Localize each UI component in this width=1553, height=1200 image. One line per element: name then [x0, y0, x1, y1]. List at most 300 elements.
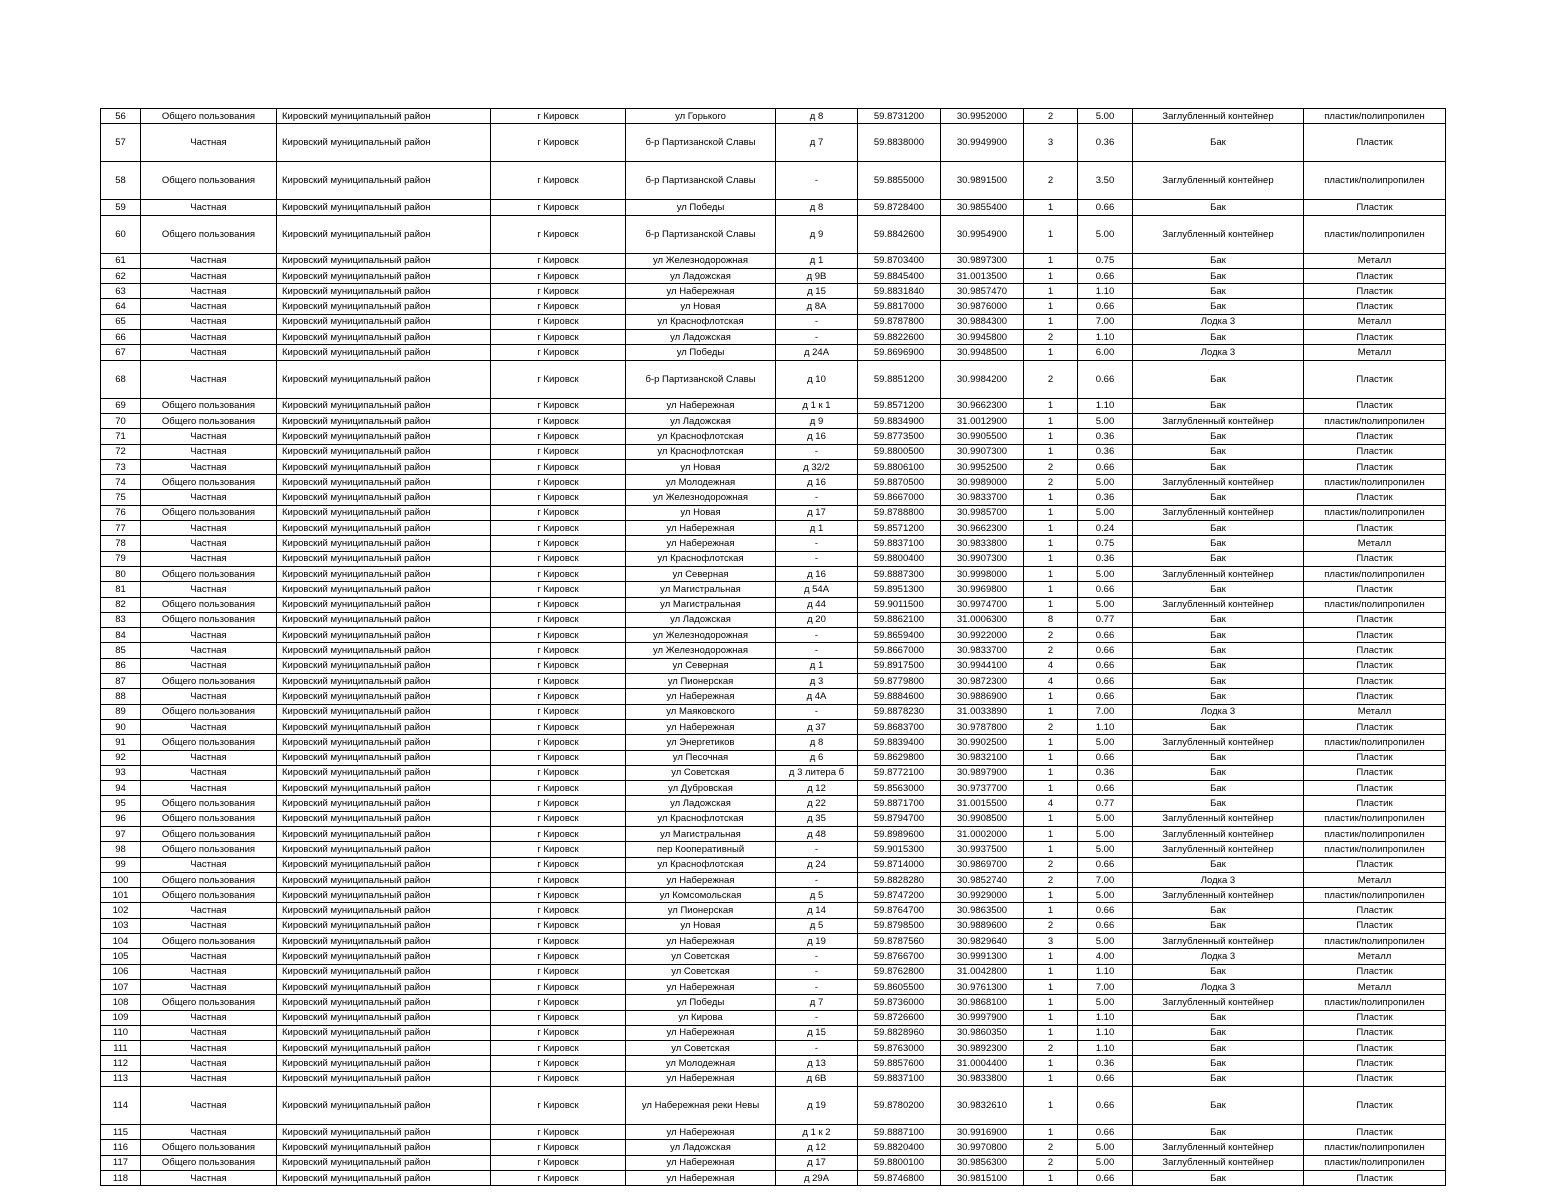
longitude-cell: 30.9860350: [941, 1025, 1024, 1040]
table-row: [101, 1041, 1446, 1056]
longitude-cell: 30.9952000: [941, 109, 1024, 124]
city-cell: г Кировск: [491, 475, 626, 490]
ownership-type-cell: Общего пользования: [141, 505, 277, 520]
city-cell: г Кировск: [491, 398, 626, 413]
district-cell: Кировский муниципальный район: [277, 253, 491, 268]
table-row: [101, 200, 1446, 215]
city-cell: г Кировск: [491, 796, 626, 811]
district-cell: Кировский муниципальный район: [277, 566, 491, 581]
district-cell: Кировский муниципальный район: [277, 1155, 491, 1170]
container-material-cell: Пластик: [1304, 857, 1446, 872]
row-number-cell: 104: [101, 934, 141, 949]
table-row: [101, 109, 1446, 124]
container-material-cell: Металл: [1304, 345, 1446, 360]
longitude-cell: 30.9907300: [941, 551, 1024, 566]
district-cell: Кировский муниципальный район: [277, 200, 491, 215]
latitude-cell: 59.8857600: [858, 1056, 941, 1071]
table-row: [101, 949, 1446, 964]
district-cell: Кировский муниципальный район: [277, 1071, 491, 1086]
container-type-cell: Бак: [1133, 796, 1304, 811]
table-row: [101, 689, 1446, 704]
table-row: [101, 253, 1446, 268]
street-cell: ул Советская: [626, 1041, 776, 1056]
ownership-type-cell: Частная: [141, 949, 277, 964]
table-row: [101, 628, 1446, 643]
ownership-type-cell: Общего пользования: [141, 612, 277, 627]
district-cell: Кировский муниципальный район: [277, 643, 491, 658]
district-cell: Кировский муниципальный район: [277, 765, 491, 780]
longitude-cell: 31.0033890: [941, 704, 1024, 719]
house-number-cell: д 7: [776, 124, 858, 162]
house-number-cell: -: [776, 314, 858, 329]
table-row: [101, 314, 1446, 329]
street-cell: ул Ладожская: [626, 413, 776, 428]
container-type-cell: Бак: [1133, 918, 1304, 933]
table-row: [101, 995, 1446, 1010]
container-type-cell: Заглубленный контейнер: [1133, 1155, 1304, 1170]
container-type-cell: Бак: [1133, 1071, 1304, 1086]
house-number-cell: д 6В: [776, 1071, 858, 1086]
street-cell: ул Энергетиков: [626, 735, 776, 750]
city-cell: г Кировск: [491, 674, 626, 689]
district-cell: Кировский муниципальный район: [277, 796, 491, 811]
district-cell: Кировский муниципальный район: [277, 475, 491, 490]
container-count-cell: 4: [1024, 658, 1078, 673]
district-cell: Кировский муниципальный район: [277, 215, 491, 253]
longitude-cell: 30.9662300: [941, 398, 1024, 413]
ownership-type-cell: Частная: [141, 1071, 277, 1086]
row-number-cell: 105: [101, 949, 141, 964]
latitude-cell: 59.8989600: [858, 826, 941, 841]
ownership-type-cell: Частная: [141, 765, 277, 780]
ownership-type-cell: Частная: [141, 345, 277, 360]
longitude-cell: 30.9897300: [941, 253, 1024, 268]
ownership-type-cell: Частная: [141, 628, 277, 643]
house-number-cell: д 54А: [776, 582, 858, 597]
latitude-cell: 59.8887300: [858, 566, 941, 581]
latitude-cell: 59.8822600: [858, 330, 941, 345]
city-cell: г Кировск: [491, 1087, 626, 1125]
container-volume-cell: 7.00: [1078, 979, 1133, 994]
table-row: [101, 1170, 1446, 1185]
city-cell: г Кировск: [491, 689, 626, 704]
container-material-cell: Пластик: [1304, 490, 1446, 505]
ownership-type-cell: Частная: [141, 459, 277, 474]
longitude-cell: 30.9889600: [941, 918, 1024, 933]
row-number-cell: 60: [101, 215, 141, 253]
container-type-cell: Заглубленный контейнер: [1133, 995, 1304, 1010]
row-number-cell: 100: [101, 872, 141, 887]
container-type-cell: Заглубленный контейнер: [1133, 566, 1304, 581]
container-type-cell: Бак: [1133, 1041, 1304, 1056]
container-material-cell: Металл: [1304, 536, 1446, 551]
street-cell: пер Кооперативный: [626, 842, 776, 857]
city-cell: г Кировск: [491, 735, 626, 750]
table-row: [101, 551, 1446, 566]
ownership-type-cell: Частная: [141, 903, 277, 918]
container-volume-cell: 0.66: [1078, 360, 1133, 398]
house-number-cell: д 8: [776, 109, 858, 124]
city-cell: г Кировск: [491, 888, 626, 903]
container-type-cell: Лодка 3: [1133, 704, 1304, 719]
ownership-type-cell: Частная: [141, 964, 277, 979]
container-material-cell: Пластик: [1304, 796, 1446, 811]
longitude-cell: 30.9886900: [941, 689, 1024, 704]
street-cell: б-р Партизанской Славы: [626, 215, 776, 253]
district-cell: Кировский муниципальный район: [277, 505, 491, 520]
house-number-cell: д 19: [776, 1087, 858, 1125]
longitude-cell: 30.9832100: [941, 750, 1024, 765]
row-number-cell: 107: [101, 979, 141, 994]
container-material-cell: Пластик: [1304, 330, 1446, 345]
container-volume-cell: 0.66: [1078, 750, 1133, 765]
district-cell: Кировский муниципальный район: [277, 109, 491, 124]
street-cell: ул Комсомольская: [626, 888, 776, 903]
street-cell: ул Маяковского: [626, 704, 776, 719]
table-row: [101, 704, 1446, 719]
city-cell: г Кировск: [491, 1025, 626, 1040]
container-sites-table: [100, 108, 1446, 1186]
table-row: [101, 674, 1446, 689]
container-material-cell: Пластик: [1304, 689, 1446, 704]
latitude-cell: 59.8855000: [858, 162, 941, 200]
ownership-type-cell: Частная: [141, 857, 277, 872]
district-cell: Кировский муниципальный район: [277, 612, 491, 627]
latitude-cell: 59.8714000: [858, 857, 941, 872]
container-material-cell: пластик/полипропилен: [1304, 566, 1446, 581]
city-cell: г Кировск: [491, 1056, 626, 1071]
container-volume-cell: 0.66: [1078, 1087, 1133, 1125]
container-material-cell: пластик/полипропилен: [1304, 826, 1446, 841]
street-cell: ул Магистральная: [626, 826, 776, 841]
street-cell: ул Победы: [626, 345, 776, 360]
house-number-cell: д 19: [776, 934, 858, 949]
row-number-cell: 87: [101, 674, 141, 689]
container-count-cell: 1: [1024, 299, 1078, 314]
latitude-cell: 59.8787560: [858, 934, 941, 949]
container-count-cell: 1: [1024, 842, 1078, 857]
latitude-cell: 59.8731200: [858, 109, 941, 124]
container-volume-cell: 1.10: [1078, 1025, 1133, 1040]
container-volume-cell: 5.00: [1078, 413, 1133, 428]
latitude-cell: 59.8870500: [858, 475, 941, 490]
table-row: [101, 964, 1446, 979]
container-volume-cell: 0.36: [1078, 490, 1133, 505]
container-count-cell: 2: [1024, 1140, 1078, 1155]
street-cell: ул Железнодорожная: [626, 643, 776, 658]
container-material-cell: Пластик: [1304, 551, 1446, 566]
city-cell: г Кировск: [491, 1155, 626, 1170]
city-cell: г Кировск: [491, 330, 626, 345]
street-cell: ул Новая: [626, 459, 776, 474]
latitude-cell: 59.8839400: [858, 735, 941, 750]
container-type-cell: Бак: [1133, 781, 1304, 796]
container-volume-cell: 5.00: [1078, 215, 1133, 253]
house-number-cell: д 16: [776, 475, 858, 490]
table-row: [101, 162, 1446, 200]
ownership-type-cell: Общего пользования: [141, 735, 277, 750]
latitude-cell: 59.8629800: [858, 750, 941, 765]
house-number-cell: д 8: [776, 735, 858, 750]
house-number-cell: д 24: [776, 857, 858, 872]
street-cell: ул Железнодорожная: [626, 253, 776, 268]
container-volume-cell: 5.00: [1078, 597, 1133, 612]
latitude-cell: 59.8703400: [858, 253, 941, 268]
container-volume-cell: 0.36: [1078, 444, 1133, 459]
container-volume-cell: 5.00: [1078, 995, 1133, 1010]
latitude-cell: 59.8851200: [858, 360, 941, 398]
container-material-cell: пластик/полипропилен: [1304, 735, 1446, 750]
container-count-cell: 2: [1024, 857, 1078, 872]
container-material-cell: Металл: [1304, 949, 1446, 964]
container-material-cell: Пластик: [1304, 1125, 1446, 1140]
district-cell: Кировский муниципальный район: [277, 284, 491, 299]
longitude-cell: 30.9998000: [941, 566, 1024, 581]
table-row: [101, 284, 1446, 299]
latitude-cell: 59.8878230: [858, 704, 941, 719]
city-cell: г Кировск: [491, 643, 626, 658]
city-cell: г Кировск: [491, 536, 626, 551]
house-number-cell: д 13: [776, 1056, 858, 1071]
latitude-cell: 59.8746800: [858, 1170, 941, 1185]
longitude-cell: 30.9985700: [941, 505, 1024, 520]
house-number-cell: -: [776, 979, 858, 994]
container-type-cell: Бак: [1133, 284, 1304, 299]
district-cell: Кировский муниципальный район: [277, 918, 491, 933]
table-row: [101, 765, 1446, 780]
container-volume-cell: 0.66: [1078, 1125, 1133, 1140]
ownership-type-cell: Частная: [141, 536, 277, 551]
container-volume-cell: 0.36: [1078, 1056, 1133, 1071]
row-number-cell: 78: [101, 536, 141, 551]
container-type-cell: Бак: [1133, 124, 1304, 162]
longitude-cell: 30.9869700: [941, 857, 1024, 872]
container-material-cell: Металл: [1304, 872, 1446, 887]
city-cell: г Кировск: [491, 918, 626, 933]
container-type-cell: Бак: [1133, 429, 1304, 444]
longitude-cell: 30.9916900: [941, 1125, 1024, 1140]
container-type-cell: Бак: [1133, 857, 1304, 872]
latitude-cell: 59.8845400: [858, 268, 941, 283]
container-count-cell: 1: [1024, 200, 1078, 215]
container-material-cell: Пластик: [1304, 1087, 1446, 1125]
longitude-cell: 30.9884300: [941, 314, 1024, 329]
container-material-cell: Металл: [1304, 704, 1446, 719]
row-number-cell: 74: [101, 475, 141, 490]
row-number-cell: 71: [101, 429, 141, 444]
city-cell: г Кировск: [491, 781, 626, 796]
latitude-cell: 59.8837100: [858, 1071, 941, 1086]
container-count-cell: 1: [1024, 979, 1078, 994]
ownership-type-cell: Частная: [141, 314, 277, 329]
table-row: [101, 1125, 1446, 1140]
district-cell: Кировский муниципальный район: [277, 674, 491, 689]
street-cell: ул Северная: [626, 566, 776, 581]
latitude-cell: 59.8772100: [858, 765, 941, 780]
city-cell: г Кировск: [491, 360, 626, 398]
row-number-cell: 59: [101, 200, 141, 215]
longitude-cell: 30.9945800: [941, 330, 1024, 345]
city-cell: г Кировск: [491, 413, 626, 428]
latitude-cell: 59.8605500: [858, 979, 941, 994]
container-material-cell: Пластик: [1304, 429, 1446, 444]
container-type-cell: Заглубленный контейнер: [1133, 842, 1304, 857]
table-row: [101, 429, 1446, 444]
container-count-cell: 1: [1024, 826, 1078, 841]
table-row: [101, 475, 1446, 490]
container-material-cell: пластик/полипропилен: [1304, 109, 1446, 124]
container-type-cell: Бак: [1133, 398, 1304, 413]
row-number-cell: 80: [101, 566, 141, 581]
latitude-cell: 59.8834900: [858, 413, 941, 428]
city-cell: г Кировск: [491, 109, 626, 124]
container-volume-cell: 0.77: [1078, 612, 1133, 627]
table-row: [101, 597, 1446, 612]
city-cell: г Кировск: [491, 345, 626, 360]
container-type-cell: Бак: [1133, 719, 1304, 734]
city-cell: г Кировск: [491, 162, 626, 200]
container-count-cell: 1: [1024, 964, 1078, 979]
table-row: [101, 918, 1446, 933]
latitude-cell: 59.8820400: [858, 1140, 941, 1155]
container-count-cell: 1: [1024, 284, 1078, 299]
container-volume-cell: 0.66: [1078, 689, 1133, 704]
district-cell: Кировский муниципальный район: [277, 268, 491, 283]
container-volume-cell: 5.00: [1078, 109, 1133, 124]
container-count-cell: 1: [1024, 765, 1078, 780]
container-count-cell: 1: [1024, 1010, 1078, 1025]
row-number-cell: 101: [101, 888, 141, 903]
city-cell: г Кировск: [491, 1125, 626, 1140]
district-cell: Кировский муниципальный район: [277, 490, 491, 505]
street-cell: ул Ладожская: [626, 268, 776, 283]
container-material-cell: пластик/полипропилен: [1304, 1155, 1446, 1170]
row-number-cell: 68: [101, 360, 141, 398]
district-cell: Кировский муниципальный район: [277, 345, 491, 360]
city-cell: г Кировск: [491, 765, 626, 780]
city-cell: г Кировск: [491, 429, 626, 444]
latitude-cell: 59.8794700: [858, 811, 941, 826]
latitude-cell: 59.8762800: [858, 964, 941, 979]
city-cell: г Кировск: [491, 299, 626, 314]
latitude-cell: 59.8780200: [858, 1087, 941, 1125]
container-type-cell: Бак: [1133, 643, 1304, 658]
container-type-cell: Бак: [1133, 1010, 1304, 1025]
house-number-cell: д 15: [776, 1025, 858, 1040]
ownership-type-cell: Общего пользования: [141, 398, 277, 413]
container-count-cell: 2: [1024, 459, 1078, 474]
container-count-cell: 1: [1024, 444, 1078, 459]
longitude-cell: 30.9897900: [941, 765, 1024, 780]
longitude-cell: 30.9868100: [941, 995, 1024, 1010]
district-cell: Кировский муниципальный район: [277, 888, 491, 903]
container-count-cell: 4: [1024, 796, 1078, 811]
container-type-cell: Бак: [1133, 674, 1304, 689]
latitude-cell: 59.8667000: [858, 490, 941, 505]
house-number-cell: -: [776, 490, 858, 505]
street-cell: ул Пионерская: [626, 674, 776, 689]
ownership-type-cell: Частная: [141, 719, 277, 734]
district-cell: Кировский муниципальный район: [277, 398, 491, 413]
container-type-cell: Бак: [1133, 268, 1304, 283]
latitude-cell: 59.8862100: [858, 612, 941, 627]
container-type-cell: Заглубленный контейнер: [1133, 597, 1304, 612]
street-cell: ул Новая: [626, 299, 776, 314]
house-number-cell: д 8А: [776, 299, 858, 314]
street-cell: б-р Партизанской Славы: [626, 162, 776, 200]
container-count-cell: 2: [1024, 643, 1078, 658]
district-cell: Кировский муниципальный район: [277, 719, 491, 734]
table-row: [101, 490, 1446, 505]
longitude-cell: 31.0002000: [941, 826, 1024, 841]
container-material-cell: Пластик: [1304, 1041, 1446, 1056]
container-material-cell: пластик/полипропилен: [1304, 811, 1446, 826]
longitude-cell: 31.0013500: [941, 268, 1024, 283]
table-row: [101, 124, 1446, 162]
ownership-type-cell: Общего пользования: [141, 811, 277, 826]
container-count-cell: 1: [1024, 597, 1078, 612]
container-volume-cell: 7.00: [1078, 704, 1133, 719]
district-cell: Кировский муниципальный район: [277, 459, 491, 474]
container-count-cell: 2: [1024, 109, 1078, 124]
container-material-cell: Пластик: [1304, 1170, 1446, 1185]
row-number-cell: 113: [101, 1071, 141, 1086]
container-type-cell: Лодка 3: [1133, 314, 1304, 329]
container-type-cell: Лодка 3: [1133, 949, 1304, 964]
latitude-cell: 59.8828960: [858, 1025, 941, 1040]
table-row: [101, 215, 1446, 253]
container-count-cell: 1: [1024, 1170, 1078, 1185]
longitude-cell: 30.9970800: [941, 1140, 1024, 1155]
street-cell: ул Краснофлотская: [626, 444, 776, 459]
ownership-type-cell: Частная: [141, 429, 277, 444]
container-material-cell: пластик/полипропилен: [1304, 1140, 1446, 1155]
city-cell: г Кировск: [491, 964, 626, 979]
house-number-cell: -: [776, 330, 858, 345]
table-row: [101, 811, 1446, 826]
container-type-cell: Бак: [1133, 628, 1304, 643]
ownership-type-cell: Частная: [141, 750, 277, 765]
ownership-type-cell: Общего пользования: [141, 934, 277, 949]
district-cell: Кировский муниципальный район: [277, 299, 491, 314]
row-number-cell: 93: [101, 765, 141, 780]
latitude-cell: 59.8571200: [858, 398, 941, 413]
container-type-cell: Бак: [1133, 1025, 1304, 1040]
container-count-cell: 2: [1024, 475, 1078, 490]
row-number-cell: 117: [101, 1155, 141, 1170]
district-cell: Кировский муниципальный район: [277, 536, 491, 551]
container-type-cell: Бак: [1133, 253, 1304, 268]
container-count-cell: 1: [1024, 689, 1078, 704]
container-volume-cell: 0.66: [1078, 299, 1133, 314]
city-cell: г Кировск: [491, 704, 626, 719]
ownership-type-cell: Частная: [141, 444, 277, 459]
container-material-cell: Пластик: [1304, 674, 1446, 689]
row-number-cell: 63: [101, 284, 141, 299]
district-cell: Кировский муниципальный район: [277, 934, 491, 949]
house-number-cell: -: [776, 1041, 858, 1056]
district-cell: Кировский муниципальный район: [277, 1087, 491, 1125]
house-number-cell: д 16: [776, 429, 858, 444]
ownership-type-cell: Частная: [141, 1041, 277, 1056]
street-cell: ул Краснофлотская: [626, 314, 776, 329]
container-type-cell: Бак: [1133, 582, 1304, 597]
longitude-cell: 30.9863500: [941, 903, 1024, 918]
ownership-type-cell: Общего пользования: [141, 566, 277, 581]
house-number-cell: д 17: [776, 505, 858, 520]
ownership-type-cell: Общего пользования: [141, 826, 277, 841]
container-count-cell: 1: [1024, 253, 1078, 268]
